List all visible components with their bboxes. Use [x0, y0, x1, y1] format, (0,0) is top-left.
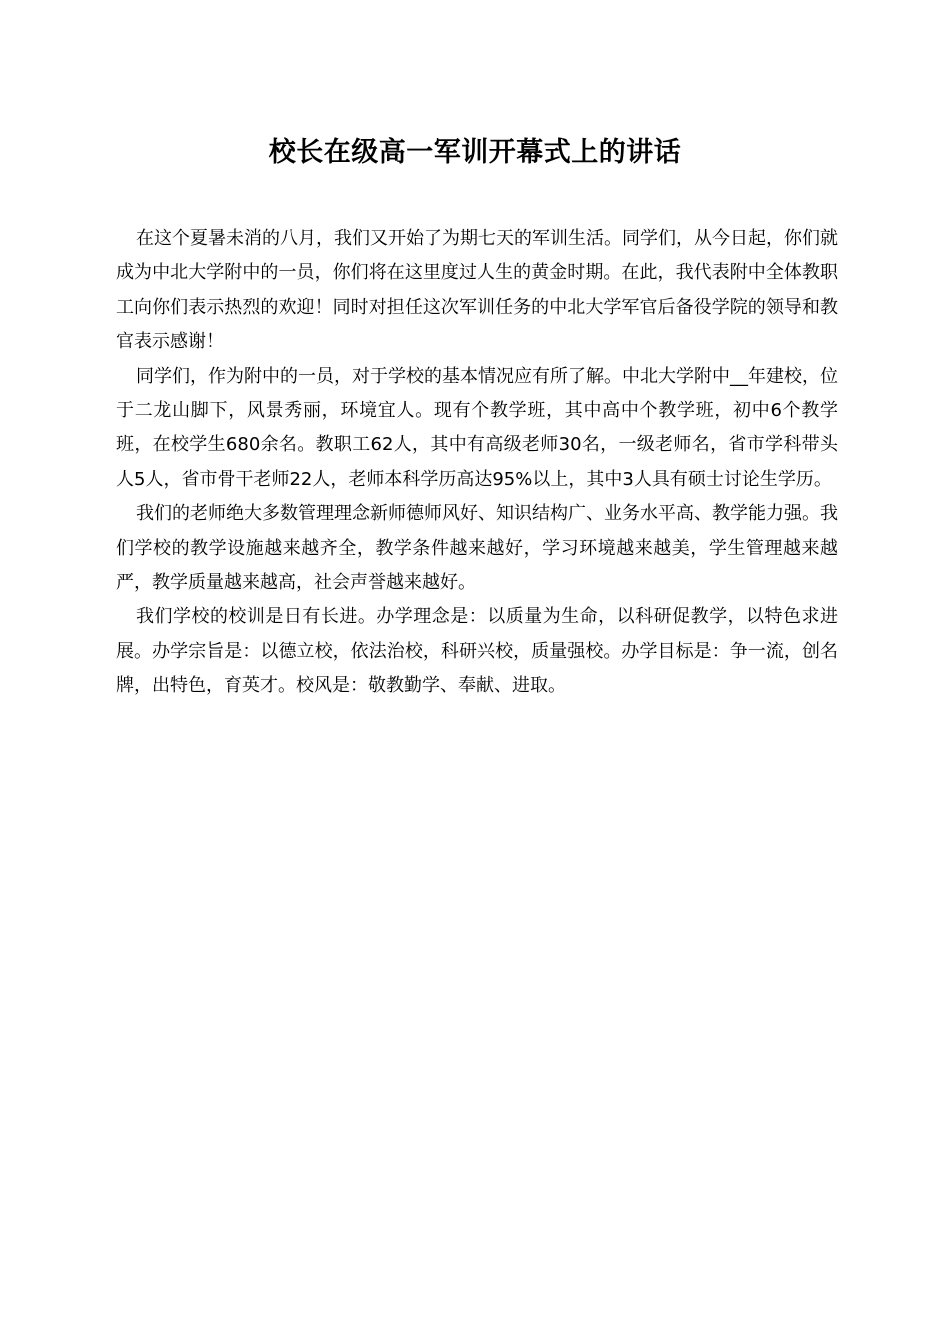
paragraph-school-overview: 同学们，作为附中的一员，对于学校的基本情况应有所了解。中北大学附中__年建校，位于二龙山脚下，风景秀丽，环境宜人。现有个教学班，其中高中个教学班，初中6个教学班，在校学生680余名。教职工62人，其中有高级老师30名，一级老师名，省市学科带头人5人，省市骨干老师22人，老师本科学历高达95%以上，其中3人具有硕士讨论生学历。	[116, 365, 838, 490]
paragraph-teachers-facilities: 我们的老师绝大多数管理理念新师德师风好、知识结构广、业务水平高、教学能力强。我们学校的教学设施越来越齐全，教学条件越来越好，学习环境越来越美，学生管理越来越严，教学质量越来越高，社会声誉越来越好。	[116, 503, 838, 594]
document-body	[116, 222, 838, 704]
paragraph-welcome: 在这个夏暑未消的八月，我们又开始了为期七天的军训生活。同学们，从今日起，你们就成为中北大学附中的一员，你们将在这里度过人生的黄金时期。在此，我代表附中全体教职工向你们表示热烈的欢迎！同时对担任这次军训任务的中北大学军官后备役学院的领导和教官表示感谢！	[116, 228, 838, 353]
paragraph-school-motto: 我们学校的校训是日有长进。办学理念是：以质量为生命，以科研促教学，以特色求进展。办学宗旨是：以德立校，依法治校，科研兴校，质量强校。办学目标是：争一流，创名牌，出特色，育英才。校风是：敬教勤学、奉献、进取。	[116, 606, 838, 697]
document-title: 校长在级高一军训开幕式上的讲话	[268, 137, 682, 168]
